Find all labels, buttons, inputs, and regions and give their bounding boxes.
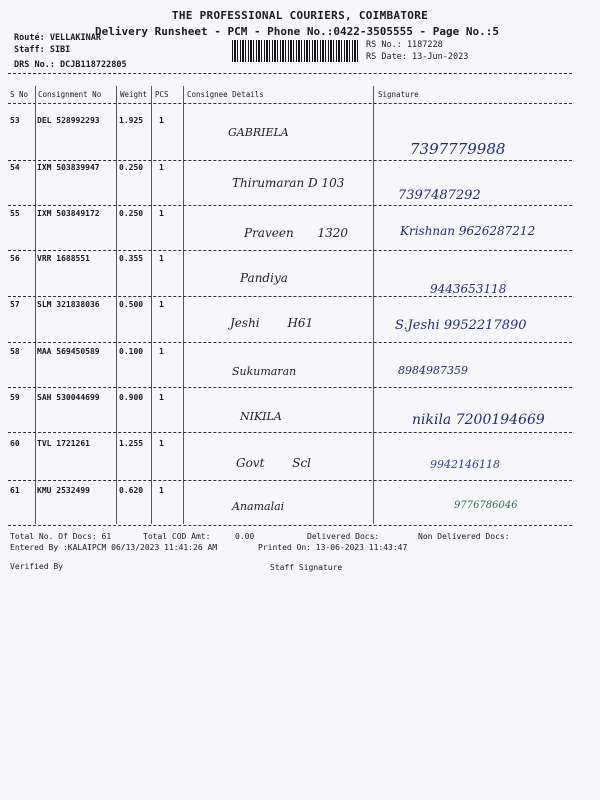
row-consignment: TVL 1721261 xyxy=(37,439,90,448)
row-consignment: IXM 503839947 xyxy=(37,163,100,172)
verified-by: Verified By xyxy=(10,562,63,571)
col-divider xyxy=(35,86,36,524)
row-pcs: 1 xyxy=(159,254,164,263)
row-rule xyxy=(8,296,572,297)
row-consignment: SAH 530044699 xyxy=(37,393,100,402)
total-docs: Total No. Of Docs: 61 xyxy=(10,532,112,541)
row-weight: 1.255 xyxy=(119,439,144,448)
entered-by: Entered By :KALAIPCM 06/13/2023 11:41:26 AM xyxy=(10,543,218,552)
row-weight: 0.900 xyxy=(119,393,144,402)
row-consignment: SLM 321838036 xyxy=(37,300,100,309)
row-weight: 1.925 xyxy=(119,116,144,125)
row-consignee: Praveen 1320 xyxy=(244,226,349,240)
row-sno: 54 xyxy=(10,163,20,172)
row-sno: 60 xyxy=(10,439,20,448)
row-weight: 0.250 xyxy=(119,209,144,218)
row-consignee: Pandiya xyxy=(240,271,288,285)
row-consignment: MAA 569450589 xyxy=(37,347,100,356)
total-cod-value: 0.00 xyxy=(235,532,255,541)
row-consignee: Govt Scl xyxy=(236,456,312,470)
col-divider xyxy=(373,86,374,524)
row-pcs: 1 xyxy=(159,439,164,448)
staff-label: Staff: SIBI xyxy=(14,45,71,55)
non-delivered-docs: Non Delivered Docs: xyxy=(418,532,510,541)
row-rule xyxy=(8,387,572,388)
row-sno: 56 xyxy=(10,254,20,263)
row-consignee: Anamalai xyxy=(232,500,285,513)
col-consignee: Consignee Details xyxy=(187,90,264,99)
row-consignment: DEL 528992293 xyxy=(37,116,100,125)
col-consignment: Consignment No xyxy=(38,90,102,99)
row-sno: 58 xyxy=(10,347,20,356)
row-rule xyxy=(8,160,572,161)
row-pcs: 1 xyxy=(159,393,164,402)
row-weight: 0.500 xyxy=(119,300,144,309)
row-signature: 9443653118 xyxy=(430,282,507,296)
row-weight: 0.620 xyxy=(119,486,144,495)
row-consignee: GABRIELA xyxy=(228,126,289,139)
row-pcs: 1 xyxy=(159,300,164,309)
row-consignee: Thirumaran D 103 xyxy=(232,176,345,190)
row-pcs: 1 xyxy=(159,116,164,125)
row-signature: 9776786046 xyxy=(454,500,518,511)
row-rule xyxy=(8,432,572,433)
staff-signature: Staff Signature xyxy=(270,563,343,572)
row-pcs: 1 xyxy=(159,209,164,218)
table-bottom-rule xyxy=(8,525,572,526)
delivered-docs: Delivered Docs: xyxy=(307,532,380,541)
row-pcs: 1 xyxy=(159,486,164,495)
total-cod-label: Total COD Amt: xyxy=(143,532,211,541)
row-consignee: NIKILA xyxy=(240,410,282,423)
col-divider xyxy=(183,86,184,524)
row-sno: 61 xyxy=(10,486,20,495)
printed-on: Printed On: 13-06-2023 11:43:47 xyxy=(258,543,408,552)
row-sno: 53 xyxy=(10,116,20,125)
row-signature: Krishnan 9626287212 xyxy=(400,224,536,238)
col-divider xyxy=(151,86,152,524)
company-name: THE PROFESSIONAL COURIERS, COIMBATORE xyxy=(171,9,429,22)
col-pcs: PCS xyxy=(155,90,169,99)
rs-number: RS No.: 1187228 xyxy=(366,40,443,50)
row-consignee: Sukumaran xyxy=(232,365,297,378)
row-weight: 0.250 xyxy=(119,163,144,172)
header-bottom-rule xyxy=(8,103,572,104)
row-sno: 55 xyxy=(10,209,20,218)
row-signature: 7397487292 xyxy=(398,188,481,203)
drs-number: DRS No.: DCJB118722805 xyxy=(14,60,127,70)
row-consignee: Jeshi H61 xyxy=(230,316,314,330)
row-weight: 0.355 xyxy=(119,254,144,263)
col-sno: S No xyxy=(10,90,29,99)
row-rule xyxy=(8,480,572,481)
row-rule xyxy=(8,250,572,251)
row-consignment: IXM 503849172 xyxy=(37,209,100,218)
row-signature: 7397779988 xyxy=(410,140,506,158)
row-signature: 8984987359 xyxy=(398,364,468,377)
row-signature: nikila 7200194669 xyxy=(412,412,545,428)
row-signature: 9942146118 xyxy=(430,458,500,471)
row-rule xyxy=(8,342,572,343)
row-sno: 57 xyxy=(10,300,20,309)
col-signature: Signature xyxy=(378,90,419,99)
row-pcs: 1 xyxy=(159,347,164,356)
barcode xyxy=(232,40,360,62)
row-pcs: 1 xyxy=(159,163,164,172)
row-consignment: KMU 2532499 xyxy=(37,486,90,495)
header-top-rule xyxy=(8,73,572,74)
runsheet-title: Delivery Runsheet - PCM - Phone No.:0422-3505555 - Page No.:5 xyxy=(95,25,499,38)
col-weight: Weight xyxy=(120,90,148,99)
rs-date: RS Date: 13-Jun-2023 xyxy=(366,52,469,62)
row-sno: 59 xyxy=(10,393,20,402)
row-consignment: VRR 1688551 xyxy=(37,254,90,263)
row-rule xyxy=(8,205,572,206)
row-weight: 0.100 xyxy=(119,347,144,356)
route-label: Routé: VELLAKINAR xyxy=(14,33,101,43)
row-signature: S.Jeshi 9952217890 xyxy=(395,318,527,333)
col-divider xyxy=(116,86,117,524)
